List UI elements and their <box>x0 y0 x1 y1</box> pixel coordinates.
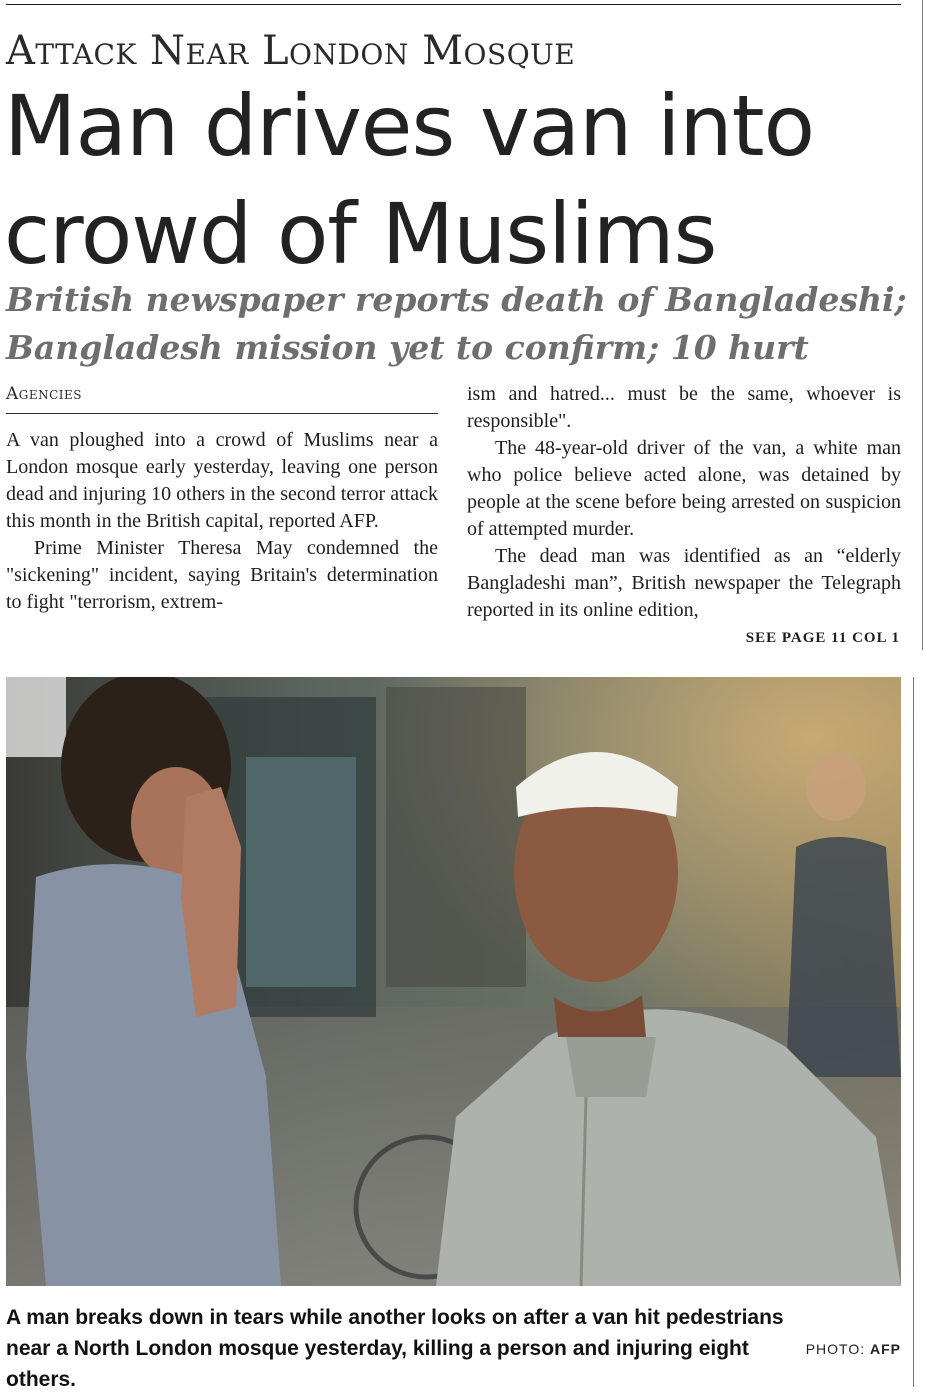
paragraph: The dead man was identified as an “elderly Bangladeshi man”, British newspaper the Telegraph reported in its online edition, <box>467 545 901 621</box>
news-photo <box>6 677 901 1286</box>
paragraph: The 48-year-old driver of the van, a white man who police believe acted alone, was detained by people at the scene before being arrested on suspicion of attempted murder. <box>467 437 901 540</box>
credit-label: PHOTO: <box>805 1341 866 1357</box>
column-rule <box>913 677 914 1387</box>
paragraph: A van ploughed into a crowd of Muslims near a London mosque early yesterday, leaving one person dead and injuring 10 others in the second terror attack this month in the British capital, reported AFP. <box>6 429 438 532</box>
article-headline: Man drives van into crowd of Muslims <box>4 77 814 283</box>
article-byline: Agencies <box>6 384 83 404</box>
photo-caption: A man breaks down in tears while another looks on after a van hit pedestrians near a North London mosque yesterday, killing a person and injuring eight others. <box>6 1306 784 1391</box>
article-deck: British newspaper reports death of Bangladeshi; Bangladesh mission yet to confirm; 10 hurt <box>6 280 907 367</box>
top-rule <box>6 4 901 5</box>
article-kicker: Attack Near London Mosque <box>6 28 576 74</box>
byline-rule <box>6 413 438 414</box>
article-column-left <box>6 427 438 616</box>
paragraph: ism and hatred... must be the same, whoever is responsible". <box>467 383 901 432</box>
column-rule <box>922 0 923 650</box>
paragraph: Prime Minister Theresa May condemned the "sickening" incident, saying Britain's determination to fight "terrorism, extrem- <box>6 537 438 613</box>
photo-credit <box>760 1341 901 1357</box>
jump-line: SEE PAGE 11 COL 1 <box>745 630 900 646</box>
article-column-right <box>467 381 901 624</box>
credit-source: AFP <box>870 1341 901 1357</box>
